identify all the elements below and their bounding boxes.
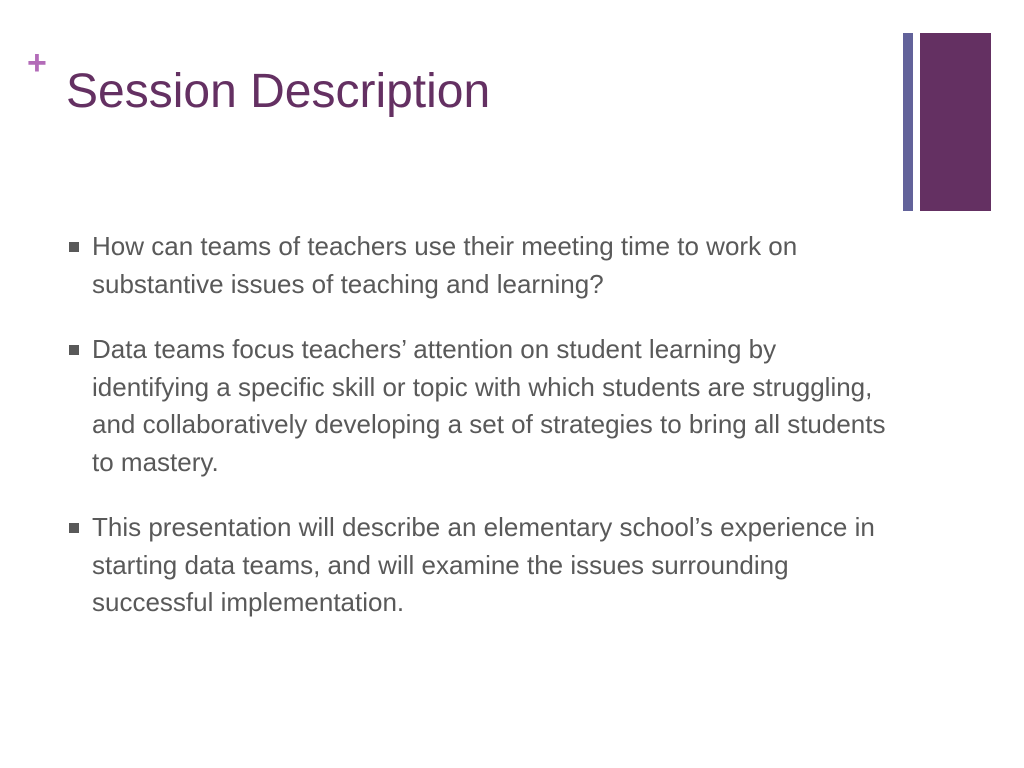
square-bullet-icon: [69, 242, 79, 252]
bullet-list: [66, 228, 886, 650]
bullet-item: [66, 509, 886, 622]
plus-icon: +: [27, 44, 47, 82]
bullet-item: [66, 228, 886, 303]
slide-title: Session Description: [66, 65, 491, 118]
square-bullet-icon: [69, 345, 79, 355]
bullet-item: [66, 331, 886, 481]
accent-bar-thick: [920, 33, 991, 211]
accent-bar-thin: [903, 33, 913, 211]
bullet-text: Data teams focus teachers’ attention on student learning by identifying a specific skill or topic with which students are struggling, and collaboratively developing a set of strategies to bring all students to mastery.: [92, 334, 886, 477]
bullet-text: This presentation will describe an elementary school’s experience in starting data teams, and will examine the issues surrounding successful implementation.: [92, 512, 875, 617]
square-bullet-icon: [69, 523, 79, 533]
bullet-text: How can teams of teachers use their meeting time to work on substantive issues of teaching and learning?: [92, 231, 798, 299]
